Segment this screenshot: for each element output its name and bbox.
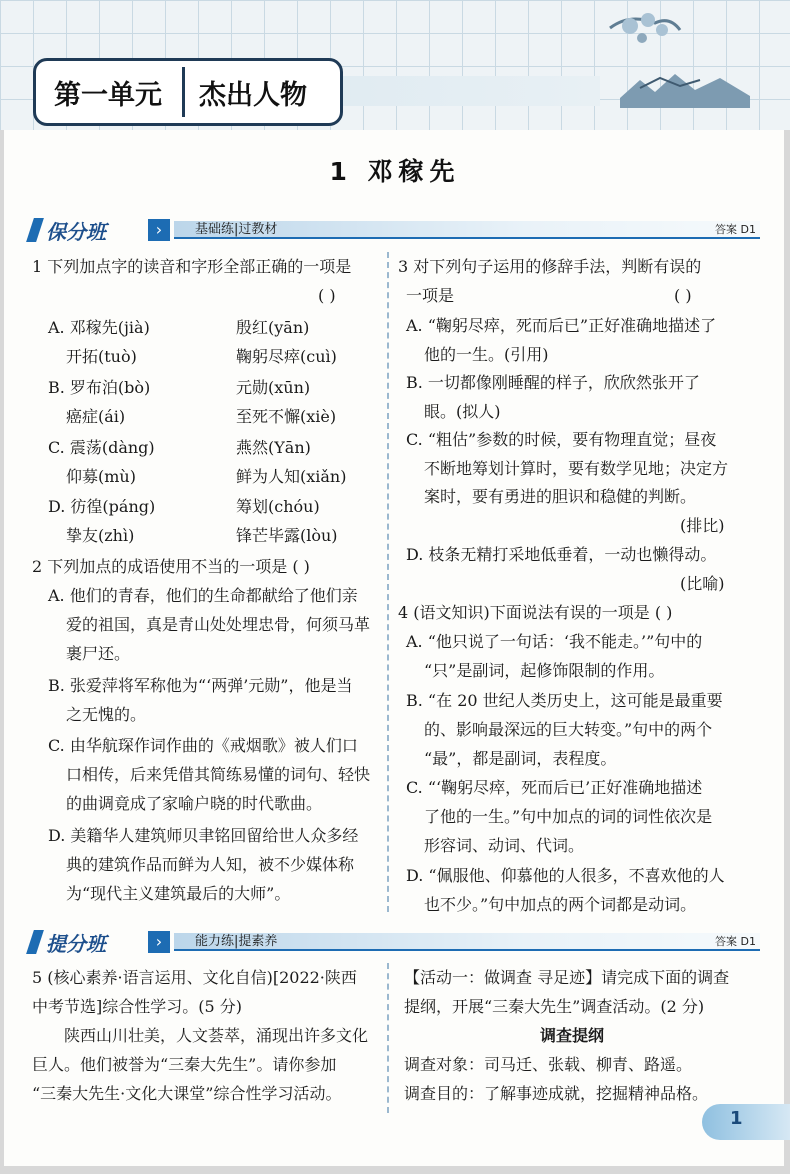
q4-line: C. “‘鞠躬尽瘁，死而后已’正好准确地描述 [406, 778, 703, 797]
q1-bracket: ( ) [318, 286, 336, 305]
q4-line: 形容词、动词、代词。 [424, 836, 585, 855]
q5-stem: 5 (核心素养·语言运用、文化自信)[2022·陕西 [32, 968, 357, 987]
q2-line: 为“现代主义建筑最后的大师”。 [66, 884, 291, 903]
column-divider [387, 963, 389, 1113]
q4-line: “只”是副词，起修饰限制的作用。 [424, 661, 665, 680]
q4-line: “最”，都是副词，表程度。 [424, 749, 617, 768]
q4-line: A. “他只说了一句话：‘我不能走。’”句中的 [406, 632, 703, 651]
q1-option-b2: 元勋(xūn) [236, 378, 311, 397]
q3-line: 眼。(拟人) [424, 402, 501, 421]
section-subtitle: 基础练|过教材 [195, 222, 278, 237]
q4-line: 了他的一生。”句中加点的词的词性依次是 [424, 807, 713, 826]
section-subtitle: 能力练|提素养 [195, 934, 278, 949]
activity-line: 提纲，开展“三秦大先生”调查活动。(2 分) [404, 997, 705, 1016]
q4-line: B. “在 20 世纪人类历史上，这可能是最重要 [406, 691, 723, 710]
q3-line: B. 一切都像刚睡醒的样子，欣欣然张开了 [406, 373, 700, 392]
activity-line: 【活动一：做调查 寻足迹】请完成下面的调查 [404, 968, 730, 987]
q3-line: (排比) [680, 516, 725, 535]
page-number: 1 [730, 1108, 743, 1129]
q2-line: 裹尸还。 [66, 644, 131, 663]
page-number-tab [702, 1104, 790, 1140]
q1-option-a4: 鞠躬尽瘁(cuì) [236, 347, 337, 366]
q5-line: 中考节选]综合性学习。(5 分) [32, 997, 242, 1016]
q3-bracket: ( ) [674, 286, 692, 305]
activity-line: 调查目的：了解事迹成就，挖掘精神品格。 [404, 1084, 709, 1103]
outline-title: 调查提纲 [540, 1026, 605, 1045]
section-name: 提分班 [46, 931, 106, 956]
frame-bottom [0, 1166, 790, 1174]
q4-line: 也不少。”句中加点的两个词都是动词。 [424, 895, 697, 914]
q1-option-d1: D. 彷徨(páng) [48, 497, 156, 516]
q2-line: C. 由华航琛作词作曲的《戒烟歌》被人们口 [48, 736, 358, 755]
chevron-right-icon: › [148, 219, 170, 241]
q3-stem-cont: 一项是 [406, 286, 455, 305]
q3-line: D. 枝条无精打采地低垂着，一动也懒得动。 [406, 545, 717, 564]
activity-line: 调查对象：司马迁、张载、柳青、路遥。 [404, 1055, 693, 1074]
unit-label: 第一单元 [54, 79, 162, 111]
q1-option-b1: B. 罗布泊(bò) [48, 378, 151, 397]
q1-option-a1: A. 邓稼先(jià) [48, 318, 150, 337]
chevron-right-icon: › [148, 931, 170, 953]
q5-line: 陕西山川壮美，人文荟萃，涌现出许多文化 [64, 1026, 369, 1045]
section-bar-baofen [30, 215, 760, 245]
q2-line: B. 张爱萍将军称他为“‘两弹’元勋”，他是当 [48, 676, 353, 695]
q5-line: 巨人。他们被誉为“三秦大先生”。请你参加 [32, 1055, 337, 1074]
q2-line: D. 美籍华人建筑师贝聿铭回留给世人众多经 [48, 826, 359, 845]
q1-option-d4: 锋芒毕露(lòu) [236, 526, 338, 545]
unit-heading [33, 58, 343, 126]
q2-line: 之无愧的。 [66, 705, 147, 724]
section-mark-icon [26, 930, 44, 954]
answer-ref: 答案 D1 [715, 935, 756, 948]
q1-option-d2: 筹划(chóu) [236, 497, 320, 516]
q2-line: 爱的祖国，真是青山处处埋忠骨，何须马革 [66, 615, 371, 634]
ink-landscape-illustration [600, 8, 770, 118]
q4-line: 的、影响最深远的巨大转变。”句中的两个 [424, 720, 713, 739]
q1-option-c2: 燕然(Yān) [236, 438, 311, 457]
q1-option-b4: 至死不懈(xiè) [236, 407, 337, 426]
q3-stem: 3 对下列句子运用的修辞手法，判断有误的 [398, 257, 702, 276]
q2-line: 的曲调竟成了家喻户晓的时代歌曲。 [66, 794, 323, 813]
q2-stem: 2 下列加点的成语使用不当的一项是 ( ) [32, 557, 310, 576]
section-name: 保分班 [46, 219, 106, 244]
answer-ref: 答案 D1 [715, 223, 756, 236]
q1-option-c3: 仰募(mù) [66, 467, 136, 486]
q3-line: 案时，要有勇进的胆识和稳健的判断。 [424, 487, 697, 506]
q1-stem: 1 下列加点字的读音和字形全部正确的一项是 [32, 257, 352, 276]
section-bar-tifen [30, 927, 760, 957]
q2-line: 口相传，后来凭借其简练易懂的词句、轻快 [66, 765, 371, 784]
q1-option-a2: 殷红(yān) [236, 318, 310, 337]
q4-line: D. “佩服他、仰慕他的人很多，不喜欢他的人 [406, 866, 725, 885]
q3-line: A. “鞠躬尽瘁，死而后已”正好准确地描述了 [406, 316, 717, 335]
q3-line: (比喻) [680, 574, 725, 593]
unit-theme: 杰出人物 [199, 79, 307, 111]
q1-option-a3: 开拓(tuò) [66, 347, 137, 366]
section-mark-icon [26, 218, 44, 242]
column-divider [387, 252, 389, 912]
q1-option-c4: 鲜为人知(xiǎn) [236, 467, 347, 486]
q1-option-c1: C. 震荡(dàng) [48, 438, 155, 457]
q2-line: A. 他们的青春，他们的生命都献给了他们亲 [48, 586, 358, 605]
q1-option-b3: 癌症(ái) [66, 407, 126, 426]
q2-line: 典的建筑作品而鲜为人知，被不少媒体称 [66, 855, 355, 874]
q3-line: 他的一生。(引用) [424, 345, 549, 364]
q1-option-d3: 挚友(zhì) [66, 526, 135, 545]
q3-line: 不断地筹划计算时，要有数学见地；决定方 [424, 459, 729, 478]
q3-line: C. “粗估”参数的时候，要有物理直觉；昼夜 [406, 430, 717, 449]
lesson-title: 1 邓稼先 [329, 157, 461, 186]
q4-stem: 4 (语文知识)下面说法有误的一项是 ( ) [398, 603, 673, 622]
q5-line: “三秦大先生·文化大课堂”综合性学习活动。 [32, 1084, 342, 1103]
